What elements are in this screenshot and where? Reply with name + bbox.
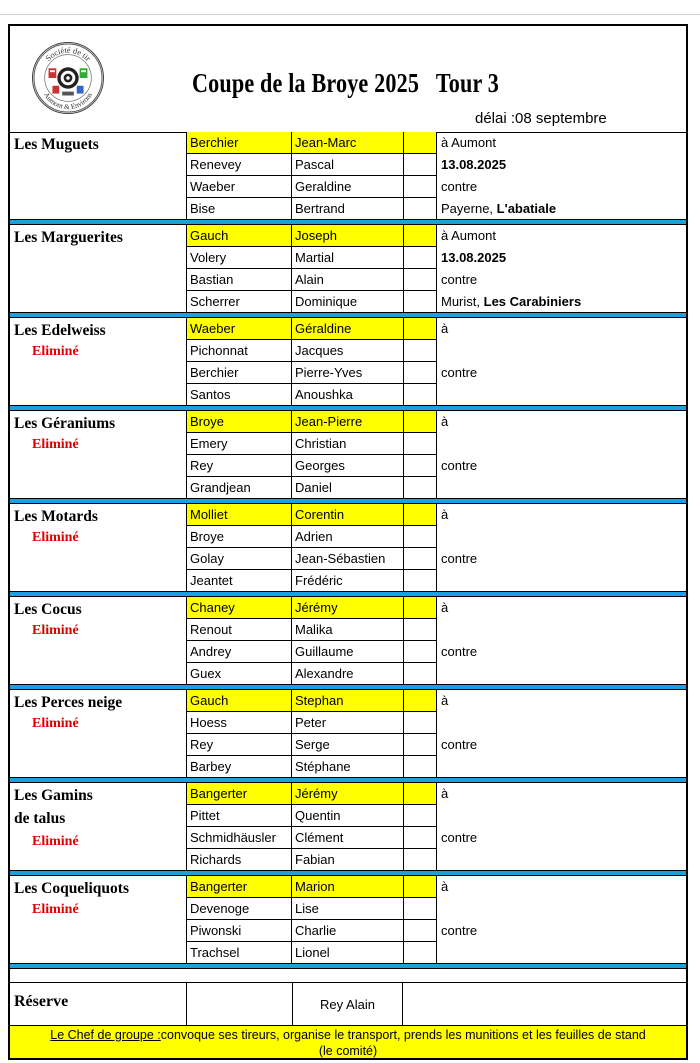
eliminated-label: Eliminé: [32, 344, 79, 359]
match-vs: contre: [441, 923, 478, 938]
member-last-name: Barbey: [187, 756, 292, 778]
member-score-cell: [404, 663, 437, 685]
member-last-name: Scherrer: [187, 291, 292, 313]
member-first-name: Guillaume: [292, 641, 404, 663]
member-first-name: Quentin: [292, 805, 404, 827]
member-first-name: Georges: [292, 455, 404, 477]
group-row: [10, 504, 686, 526]
footer-note: [10, 1025, 686, 1058]
team-cell: [10, 876, 187, 964]
member-first-name: Dominique: [292, 291, 404, 313]
member-first-name: Daniel: [292, 477, 404, 499]
member-score-cell: [404, 198, 437, 220]
member-last-name: Guex: [187, 663, 292, 685]
reserve-name: Rey Alain: [293, 983, 403, 1026]
member-score-cell: [404, 477, 437, 499]
member-last-name: Trachsel: [187, 942, 292, 964]
team-name: Les Motards: [14, 508, 98, 525]
member-first-name: Anoushka: [292, 384, 404, 406]
member-last-name: Gauch: [187, 225, 292, 247]
member-first-name: Jean-Marc: [292, 132, 404, 154]
opponent-club: L'abatiale: [496, 200, 557, 216]
group-row: [10, 597, 686, 619]
member-first-name: Pierre-Yves: [292, 362, 404, 384]
member-first-name: Frédéric: [292, 570, 404, 592]
match-place: à: [441, 693, 449, 709]
document-frame: [8, 24, 688, 1060]
member-first-name: Serge: [292, 734, 404, 756]
match-date: [437, 898, 687, 920]
team-cell: [10, 690, 187, 778]
member-first-name: Jacques: [292, 340, 404, 362]
opponent-town: Murist,: [441, 293, 480, 309]
match-place: à Aumont: [441, 135, 496, 151]
team-cell: [10, 132, 187, 220]
svg-text:Société de tir: Société de tir: [43, 45, 93, 64]
match-opponent: [437, 849, 687, 871]
match-vs: contre: [441, 272, 478, 287]
member-score-cell: [404, 269, 437, 291]
club-logo: [32, 42, 104, 114]
team-cell: [10, 783, 187, 871]
match-opponent: [437, 663, 687, 685]
group-row: [10, 783, 686, 805]
member-score-cell: [404, 641, 437, 663]
member-score-cell: [404, 827, 437, 849]
team-name: Les Marguerites: [14, 229, 123, 246]
member-first-name: Lise: [292, 898, 404, 920]
member-last-name: Grandjean: [187, 477, 292, 499]
match-place: à: [441, 600, 449, 616]
match-opponent: [437, 756, 687, 778]
eliminated-label: Eliminé: [32, 902, 79, 917]
member-last-name: Chaney: [187, 597, 292, 619]
member-last-name: Renout: [187, 619, 292, 641]
match-date: 13.08.2025: [441, 250, 507, 265]
footer-lead: Le Chef de groupe :: [50, 1028, 161, 1042]
match-vs: contre: [441, 737, 478, 752]
top-rule: [0, 14, 700, 15]
member-first-name: Peter: [292, 712, 404, 734]
member-first-name: Fabian: [292, 849, 404, 871]
member-last-name: Santos: [187, 384, 292, 406]
member-last-name: Bise: [187, 198, 292, 220]
member-first-name: Jérémy: [292, 597, 404, 619]
team-name-line2: de talus: [14, 810, 66, 827]
team-name: Les Coqueliquots: [14, 880, 129, 897]
member-last-name: Waeber: [187, 176, 292, 198]
group-row: [10, 411, 686, 433]
match-date: [437, 433, 687, 455]
member-score-cell: [404, 411, 437, 433]
member-score-cell: [404, 783, 437, 805]
team-name: Les Edelweiss: [14, 322, 106, 339]
match-date: [437, 619, 687, 641]
member-first-name: Alexandre: [292, 663, 404, 685]
team-name: Les Cocus: [14, 601, 82, 618]
match-vs: contre: [441, 458, 478, 473]
member-last-name: Devenoge: [187, 898, 292, 920]
match-date: [437, 805, 687, 827]
member-first-name: Corentin: [292, 504, 404, 526]
match-date: [437, 340, 687, 362]
member-last-name: Rey: [187, 455, 292, 477]
eliminated-label: Eliminé: [32, 623, 79, 638]
member-score-cell: [404, 898, 437, 920]
team-cell: [10, 318, 187, 406]
member-score-cell: [404, 291, 437, 313]
member-score-cell: [404, 619, 437, 641]
member-score-cell: [404, 384, 437, 406]
match-opponent: [437, 477, 687, 499]
match-vs: contre: [441, 830, 478, 845]
member-last-name: Emery: [187, 433, 292, 455]
team-cell: [10, 411, 187, 499]
group-row: [10, 318, 686, 340]
member-score-cell: [404, 942, 437, 964]
member-last-name: Rey: [187, 734, 292, 756]
match-vs: contre: [441, 551, 478, 566]
member-first-name: Charlie: [292, 920, 404, 942]
member-last-name: Richards: [187, 849, 292, 871]
member-score-cell: [404, 690, 437, 712]
member-last-name: Bangerter: [187, 783, 292, 805]
member-first-name: Malika: [292, 619, 404, 641]
team-name: Les Gamins: [14, 787, 93, 804]
member-last-name: Volery: [187, 247, 292, 269]
match-vs: contre: [441, 365, 478, 380]
opponent-town: Payerne,: [441, 200, 494, 216]
reserve-empty-cell: [187, 983, 293, 1026]
member-score-cell: [404, 433, 437, 455]
match-opponent: [437, 942, 687, 964]
member-score-cell: [404, 712, 437, 734]
match-place: à: [441, 507, 449, 523]
match-vs: contre: [441, 644, 478, 659]
member-last-name: Pichonnat: [187, 340, 292, 362]
svg-text:Aumont & Environs: Aumont & Environs: [42, 91, 94, 112]
eliminated-label: Eliminé: [32, 716, 79, 731]
match-date: [437, 526, 687, 548]
member-score-cell: [404, 318, 437, 340]
match-place: à: [441, 414, 449, 430]
member-last-name: Bangerter: [187, 876, 292, 898]
member-first-name: Stephan: [292, 690, 404, 712]
member-score-cell: [404, 132, 437, 154]
member-first-name: Alain: [292, 269, 404, 291]
separator-bar: [10, 964, 686, 969]
member-last-name: Bastian: [187, 269, 292, 291]
team-name: Les Muguets: [14, 136, 99, 153]
group-separator: [10, 964, 686, 969]
member-score-cell: [404, 849, 437, 871]
groups-table: [10, 132, 686, 969]
member-score-cell: [404, 756, 437, 778]
member-score-cell: [404, 548, 437, 570]
match-place: à: [441, 786, 449, 802]
match-opponent: [437, 384, 687, 406]
document-header: [10, 26, 686, 133]
member-score-cell: [404, 876, 437, 898]
team-cell: [10, 597, 187, 685]
match-opponent: [437, 570, 687, 592]
member-last-name: Molliet: [187, 504, 292, 526]
member-first-name: Martial: [292, 247, 404, 269]
member-first-name: Jean-Pierre: [292, 411, 404, 433]
match-place: à: [441, 879, 449, 895]
member-last-name: Broye: [187, 526, 292, 548]
member-first-name: Lionel: [292, 942, 404, 964]
team-cell: [10, 225, 187, 313]
member-last-name: Gauch: [187, 690, 292, 712]
eliminated-label: Eliminé: [32, 834, 79, 849]
member-first-name: Clément: [292, 827, 404, 849]
member-first-name: Pascal: [292, 154, 404, 176]
club-logo-seal: [33, 43, 103, 113]
title-year: 2025: [374, 68, 420, 98]
member-score-cell: [404, 340, 437, 362]
member-score-cell: [404, 154, 437, 176]
member-score-cell: [404, 176, 437, 198]
page-title: [192, 68, 499, 99]
team-cell: [10, 504, 187, 592]
match-opponent: [437, 198, 687, 220]
member-last-name: Pittet: [187, 805, 292, 827]
group-row: [10, 876, 686, 898]
member-last-name: Schmidhäusler: [187, 827, 292, 849]
deadline-text: délai :08 septembre: [475, 110, 607, 127]
member-last-name: Piwonski: [187, 920, 292, 942]
match-date: [437, 712, 687, 734]
eliminated-label: Eliminé: [32, 530, 79, 545]
match-place: à Aumont: [441, 228, 496, 244]
member-last-name: Hoess: [187, 712, 292, 734]
member-last-name: Broye: [187, 411, 292, 433]
member-first-name: Joseph: [292, 225, 404, 247]
member-score-cell: [404, 362, 437, 384]
member-score-cell: [404, 247, 437, 269]
member-last-name: Golay: [187, 548, 292, 570]
member-score-cell: [404, 504, 437, 526]
member-last-name: Andrey: [187, 641, 292, 663]
team-name: Les Perces neige: [14, 694, 123, 711]
reserve-label: Réserve: [10, 983, 187, 1026]
team-name: Les Géraniums: [14, 415, 116, 432]
title-main: Coupe de la Broye: [192, 68, 369, 98]
member-score-cell: [404, 570, 437, 592]
member-score-cell: [404, 597, 437, 619]
match-place: à: [441, 321, 449, 337]
member-first-name: Marion: [292, 876, 404, 898]
member-last-name: Berchier: [187, 362, 292, 384]
member-first-name: Jérémy: [292, 783, 404, 805]
match-opponent: [437, 291, 687, 313]
title-round: Tour 3: [435, 68, 500, 98]
member-last-name: Renevey: [187, 154, 292, 176]
member-score-cell: [404, 526, 437, 548]
member-first-name: Jean-Sébastien: [292, 548, 404, 570]
member-first-name: Adrien: [292, 526, 404, 548]
match-vs: contre: [441, 179, 478, 194]
member-score-cell: [404, 805, 437, 827]
member-score-cell: [404, 920, 437, 942]
member-score-cell: [404, 225, 437, 247]
member-first-name: Géraldine: [292, 318, 404, 340]
match-date: 13.08.2025: [441, 157, 507, 172]
reserve-row: [10, 982, 686, 1026]
group-row: [10, 225, 686, 247]
footer-text: convoque ses tireurs, organise le transport, prends les munitions et les feuilles de stand: [160, 1028, 646, 1042]
group-row: [10, 690, 686, 712]
member-last-name: Waeber: [187, 318, 292, 340]
member-score-cell: [404, 734, 437, 756]
eliminated-label: Eliminé: [32, 437, 79, 452]
group-row: [10, 132, 686, 154]
member-first-name: Geraldine: [292, 176, 404, 198]
member-first-name: Bertrand: [292, 198, 404, 220]
member-score-cell: [404, 455, 437, 477]
opponent-club: Les Carabiniers: [483, 293, 582, 309]
member-last-name: Berchier: [187, 132, 292, 154]
member-last-name: Jeantet: [187, 570, 292, 592]
member-first-name: Stéphane: [292, 756, 404, 778]
member-first-name: Christian: [292, 433, 404, 455]
footer-signature: (le comité): [318, 1044, 378, 1058]
